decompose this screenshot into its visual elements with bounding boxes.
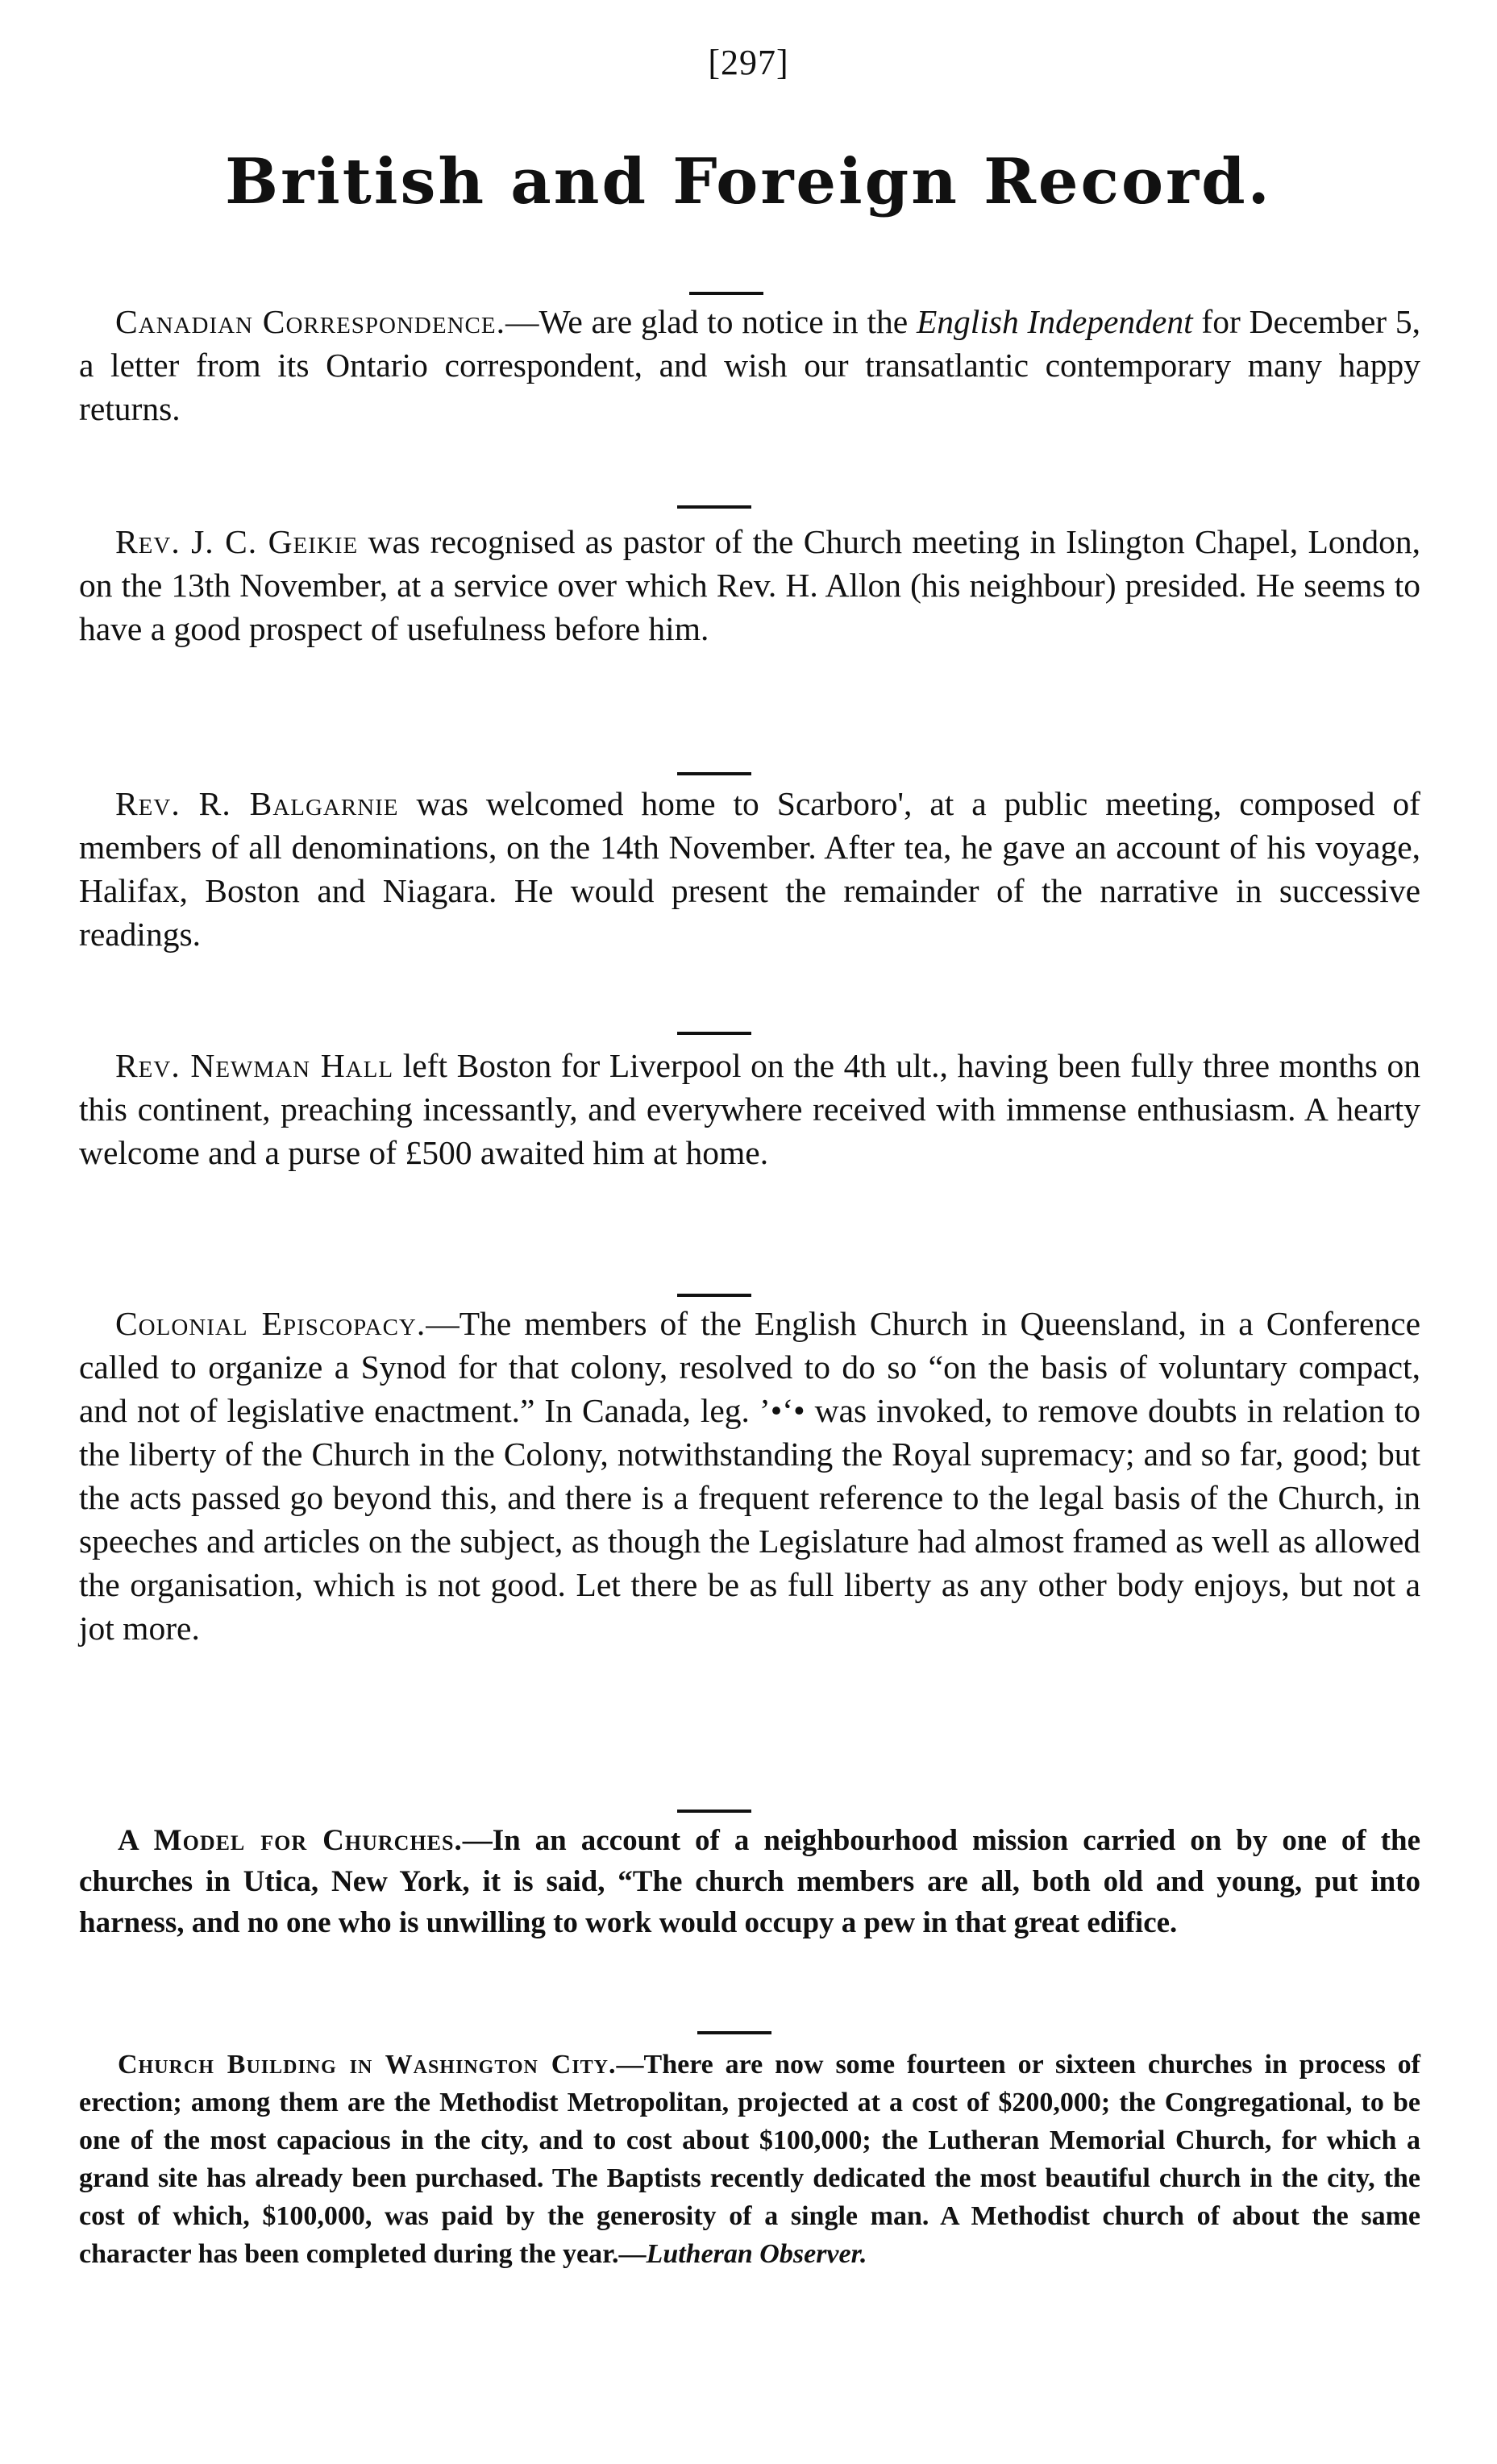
publication-name: English Independent [916,303,1193,340]
item-text: was welcomed home to Scarboro', at a public meeting, composed of members of all denominations, on the 14th November. After tea, he gave an account of his voyage, Halifax, Boston and Niagara. He would present the remainder of the narrative in successive readings. [79,785,1420,953]
item-colonial-episcopacy [79,1302,1420,1650]
item-text: —There are now some fourteen or sixteen churches in process of erection; among them are the Methodist Metropolitan, projected at a cost of $200,000; the Congregational, to be one of the most capacious in the city, and to cost about $100,000; the Lutheran Memorial Church, for which a grand site has already been purchased. The Baptists recently dedicated the most beautiful church in the city, the cost of which, $100,000, was paid by the generosity of a single man. A Methodist church of about the same character has been completed during the year.— [79,2050,1421,2269]
section-divider [677,1294,751,1297]
item-text: —We are glad to notice in the [505,303,917,340]
item-heading: Rev. R. Balgarnie [115,785,399,822]
source-citation: Lutheran Observer. [646,2239,867,2269]
item-heading: A Model for Churches. [118,1824,463,1857]
section-divider [677,1810,751,1813]
item-heading: Church Building in Washington City. [118,2050,617,2080]
section-divider [689,292,763,295]
item-model-for-churches [79,1820,1420,1943]
item-newman-hall [79,1044,1420,1174]
item-canadian-correspondence [79,300,1420,430]
section-divider [677,772,751,775]
section-divider [677,1032,751,1035]
item-text: for December 5, a letter from its Ontario correspondent, and wish our transatlantic contemporary many happy returns. [79,303,1420,427]
item-geikie [79,520,1420,650]
item-church-building-washington [79,2046,1420,2273]
item-text: was recognised as pastor of the Church meeting in Islington Chapel, London, on the 13th November, at a service over which Rev. H. Allon (his neighbour) presided. He seems to have a good prospect of usefulness before him. [79,523,1420,647]
item-text: —The members of the English Church in Queensland, in a Conference called to organize a Synod for that colony, resolved to do so “on the basis of voluntary compact, and not of legislative enactment.” In Canada, leg. ’•‘• was invoked, to remove doubts in relation to the liberty of the Church in the Colony, notwithstanding the Royal supremacy; and so far, good; but the acts passed go beyond this, and there is a frequent reference to the legal basis of the Church, in speeches and articles on the subject, as though the Legislature had almost framed as well as allowed the organisation, which is not good. Let there be as full liberty as any other body enjoys, but not a jot more. [79,1305,1420,1647]
item-text: —In an account of a neighbourhood mission carried on by one of the churches in Utica, New York, it is said, “The church members are all, both old and young, put into harness, and no one who is unwilling to work would occupy a pew in that great edifice. [79,1824,1421,1939]
item-heading: Colonial Episcopacy. [115,1305,426,1342]
item-heading: Rev. J. C. Geikie [115,523,359,560]
page-number: [297] [708,43,789,82]
item-heading: Rev. Newman Hall [115,1047,394,1084]
item-heading: Canadian Correspondence. [115,303,505,340]
section-divider [677,505,751,509]
item-balgarnie [79,782,1420,956]
item-text: left Boston for Liverpool on the 4th ult., having been fully three months on this continent, preaching incessantly, and everywhere received with immense enthusiasm. A hearty welcome and a purse of £500 awaited him at home. [79,1047,1421,1171]
page-title: British and Foreign Record. [225,145,1272,218]
section-divider [697,2031,771,2034]
